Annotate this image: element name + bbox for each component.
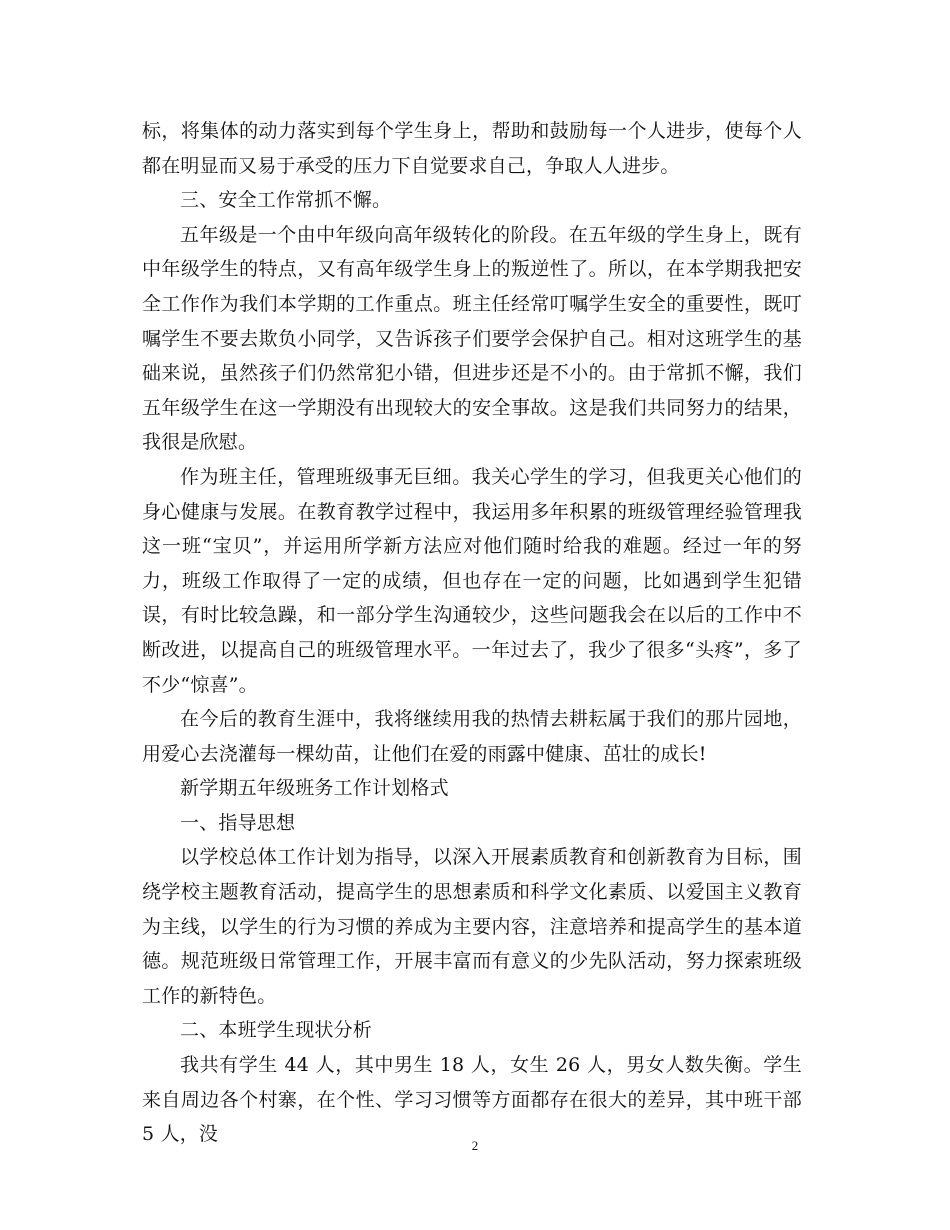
section-heading-guiding-thought: 一、指导思想: [180, 811, 296, 834]
paragraph-continuation: 标，将集体的动力落实到每个学生身上，帮助和鼓励每一个人进步，使每个人都在明显而又易于承受的压力下自觉要求自己，争取人人进步。: [142, 120, 802, 177]
document-body: [142, 114, 802, 1152]
paragraph-safety: 五年级是一个由中年级向高年级转化的阶段。在五年级的学生身上，既有中年级学生的特点，又有高年级学生身上的叛逆性了。所以，在本学期我把安全工作作为我们本学期的工作重点。班主任经常叮嘱学生安全的重要性，既叮嘱学生不要去欺负小同学，又告诉孩子们要学会保护自己。相对这班学生的基础来说，虽然孩子们仍然常犯小错，但进步还是不小的。由于常抓不懈，我们五年级学生在这一学期没有出现较大的安全事故。这是我们共同努力的结果，我很是欣慰。: [142, 223, 802, 454]
page-number: 2: [471, 1138, 479, 1153]
paragraph-guiding-thought: 以学校总体工作计划为指导，以深入开展素质教育和创新教育为目标，围绕学校主题教育活动，提高学生的思想素质和科学文化素质、以爱国主义教育为主线，以学生的行为习惯的养成为主要内容，注意培养和提高学生的基本道德。规范班级日常管理工作，开展丰富而有意义的少先队活动，努力探索班级工作的新特色。: [142, 846, 802, 1007]
section-heading-safety: 三、安全工作常抓不懈。: [180, 189, 392, 212]
document-subtitle: 新学期五年级班务工作计划格式: [180, 777, 449, 800]
paragraph-class-analysis: 我共有学生 44 人，其中男生 18 人，女生 26 人，男女人数失衡。学生来自周边各个村寨，在个性、学习习惯等方面都存在很大的差异，其中班干部 5 人，没: [142, 1054, 802, 1146]
paragraph-future: 在今后的教育生涯中，我将继续用我的热情去耕耘属于我们的那片园地，用爱心去浇灌每一棵幼苗，让他们在爱的雨露中健康、茁壮的成长!: [142, 708, 802, 765]
paragraph-class-management: 作为班主任，管理班级事无巨细。我关心学生的学习，但我更关心他们的身心健康与发展。在教育教学过程中，我运用多年积累的班级管理经验管理我这一班“宝贝”，并运用所学新方法应对他们随时给我的难题。经过一年的努力，班级工作取得了一定的成绩，但也存在一定的问题，比如遇到学生犯错误，有时比较急躁，和一部分学生沟通较少，这些问题我会在以后的工作中不断改进，以提高自己的班级管理水平。一年过去了，我少了很多“头疼”，多了不少“惊喜”。: [142, 465, 802, 696]
section-heading-class-analysis: 二、本班学生现状分析: [180, 1019, 373, 1042]
